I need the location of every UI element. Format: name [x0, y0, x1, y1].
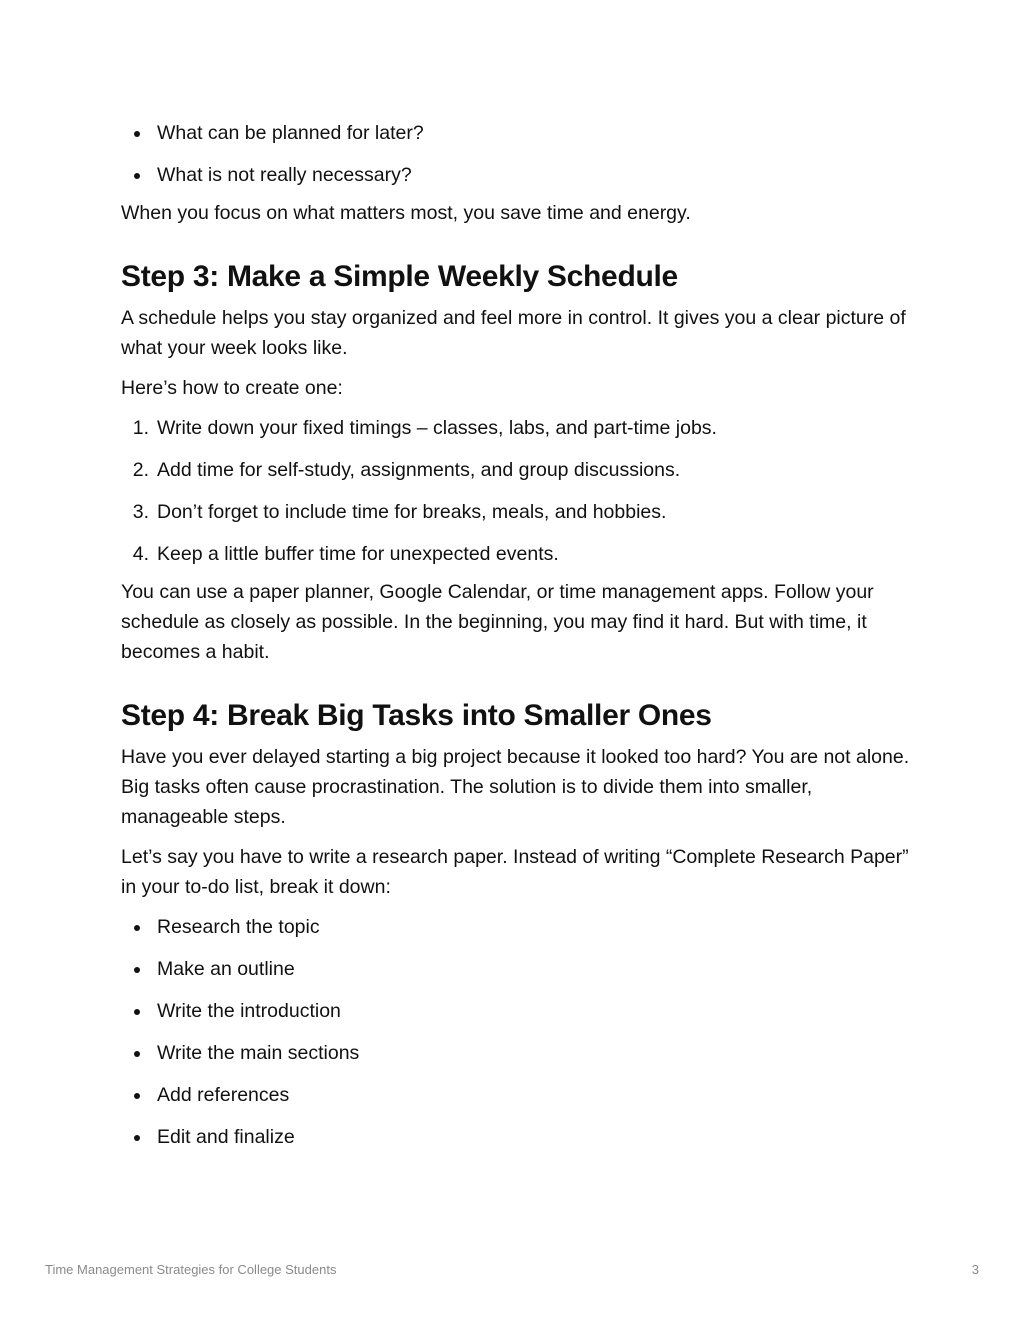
- step3-paragraph-2: Here’s how to create one:: [121, 377, 343, 399]
- list-number: 1.: [132, 417, 149, 439]
- list-item: Edit and finalize: [121, 1122, 911, 1152]
- list-number: 3.: [132, 501, 149, 523]
- footer-page-number: 3: [971, 1262, 979, 1277]
- list-item: [121, 497, 911, 527]
- list-item: Make an outline: [121, 954, 911, 984]
- list-item: What can be planned for later?: [121, 118, 911, 148]
- footer-document-title: Time Management Strategies for College Students: [45, 1262, 337, 1277]
- list-item: [121, 539, 911, 569]
- list-item: [121, 413, 911, 443]
- list-number: 2.: [132, 459, 149, 481]
- list-item-text: Write down your fixed timings – classes, labs, and part-time jobs.: [157, 417, 717, 439]
- priority-questions-list: [121, 118, 911, 190]
- list-item: Research the topic: [121, 912, 911, 942]
- list-item: [121, 455, 911, 485]
- step3-paragraph-3: You can use a paper planner, Google Calendar, or time management apps. Follow your schedule as closely as possible. In the beginning, you may find it hard. But with time, it becomes a habit.: [121, 581, 874, 663]
- list-item: Write the main sections: [121, 1038, 911, 1068]
- schedule-steps-list: [121, 413, 911, 569]
- list-item-text: Add time for self-study, assignments, and group discussions.: [157, 459, 681, 481]
- step4-heading: Step 4: Break Big Tasks into Smaller Ones: [121, 699, 712, 732]
- list-item-text: Don’t forget to include time for breaks, meals, and hobbies.: [157, 501, 667, 523]
- list-item: Add references: [121, 1080, 911, 1110]
- list-number: 4.: [132, 543, 149, 565]
- step4-paragraph-2: Let’s say you have to write a research paper. Instead of writing “Complete Research Paper” in your to-do list, break it down:: [121, 846, 909, 898]
- list-item-text: Keep a little buffer time for unexpected events.: [157, 543, 559, 565]
- page-content: [121, 118, 911, 1160]
- task-breakdown-list: [121, 912, 911, 1152]
- list-item: What is not really necessary?: [121, 160, 911, 190]
- step3-heading: Step 3: Make a Simple Weekly Schedule: [121, 260, 678, 293]
- intro-paragraph: When you focus on what matters most, you save time and energy.: [121, 202, 691, 224]
- step4-paragraph-1: Have you ever delayed starting a big project because it looked too hard? You are not alone. Big tasks often cause procrastination. The solution is to divide them into smaller, manageable steps.: [121, 746, 910, 828]
- list-item: Write the introduction: [121, 996, 911, 1026]
- step3-paragraph-1: A schedule helps you stay organized and feel more in control. It gives you a clear picture of what your week looks like.: [121, 307, 906, 359]
